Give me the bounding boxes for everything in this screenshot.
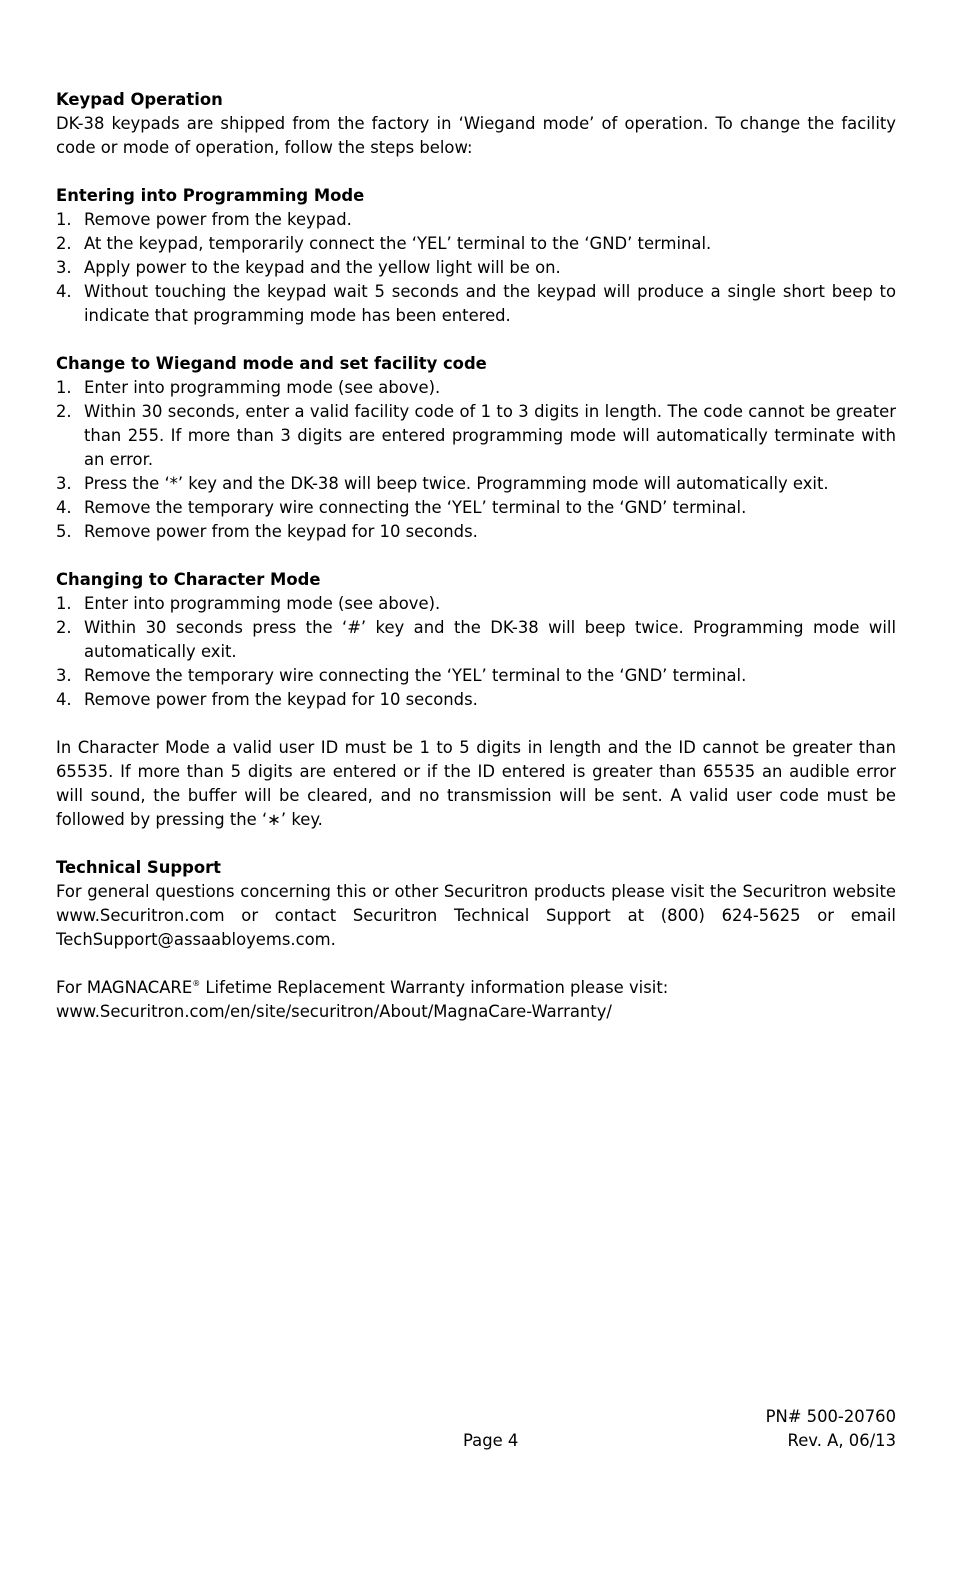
step-number: 1. xyxy=(56,378,72,397)
step-number: 3. xyxy=(56,666,72,685)
character-mode-note-section xyxy=(56,736,896,832)
step-number: 2. xyxy=(56,402,72,421)
step-text: At the keypad, temporarily connect the ‘YEL’ terminal to the ‘GND’ terminal. xyxy=(84,234,712,253)
step-number: 2. xyxy=(56,618,72,637)
wiegand-mode-section xyxy=(56,352,896,544)
warranty-section xyxy=(56,976,896,1024)
list-item xyxy=(56,256,896,280)
part-number: PN# 500-20760 xyxy=(765,1407,896,1426)
revision: Rev. A, 06/13 xyxy=(787,1431,896,1450)
character-mode-note: In Character Mode a valid user ID must be 1 to 5 digits in length and the ID cannot be greater than 65535. If more than 5 digits are entered or if the ID entered is greater than 65535 an audible error will sound, the buffer will be cleared, and no transmission will be sent. A valid user code must be followed by pressing the ‘∗’ key. xyxy=(56,738,896,829)
step-text: Within 30 seconds press the ‘#’ key and the DK-38 will beep twice. Programming mode will automatically exit. xyxy=(84,618,896,661)
warranty-text-after: Lifetime Replacement Warranty information please visit: xyxy=(200,978,669,997)
list-item xyxy=(56,376,896,400)
step-number: 4. xyxy=(56,282,72,301)
list-item xyxy=(56,496,896,520)
wiegand-mode-heading: Change to Wiegand mode and set facility code xyxy=(56,354,487,373)
warranty-line xyxy=(56,976,896,1000)
step-number: 4. xyxy=(56,690,72,709)
character-mode-steps xyxy=(56,592,896,712)
wiegand-mode-steps xyxy=(56,376,896,544)
list-item xyxy=(56,664,896,688)
keypad-operation-heading: Keypad Operation xyxy=(56,90,223,109)
step-text: Remove power from the keypad for 10 seconds. xyxy=(84,522,478,541)
step-text: Remove power from the keypad for 10 seconds. xyxy=(84,690,478,709)
character-mode-section xyxy=(56,568,896,712)
programming-mode-steps xyxy=(56,208,896,328)
step-number: 1. xyxy=(56,594,72,613)
step-text: Enter into programming mode (see above). xyxy=(84,378,441,397)
step-number: 5. xyxy=(56,522,72,541)
step-text: Remove the temporary wire connecting the ‘YEL’ terminal to the ‘GND’ terminal. xyxy=(84,498,747,517)
programming-mode-heading: Entering into Programming Mode xyxy=(56,186,365,205)
registered-mark: ® xyxy=(192,979,201,988)
keypad-operation-paragraph: DK-38 keypads are shipped from the factory in ‘Wiegand mode’ of operation. To change the facility code or mode of operation, follow the steps below: xyxy=(56,114,896,157)
step-text: Enter into programming mode (see above). xyxy=(84,594,441,613)
page-number: Page 4 xyxy=(463,1431,519,1450)
list-item xyxy=(56,616,896,664)
warranty-text-before: For MAGNACARE xyxy=(56,978,193,997)
step-text: Within 30 seconds, enter a valid facility code of 1 to 3 digits in length. The code cannot be greater than 255. If more than 3 digits are entered programming mode will automatically terminate with an error. xyxy=(84,402,896,469)
list-item xyxy=(56,688,896,712)
list-item xyxy=(56,472,896,496)
page-footer xyxy=(56,1405,896,1453)
technical-support-heading: Technical Support xyxy=(56,858,222,877)
programming-mode-section xyxy=(56,184,896,328)
step-number: 3. xyxy=(56,258,72,277)
list-item xyxy=(56,208,896,232)
step-number: 3. xyxy=(56,474,72,493)
document-body xyxy=(56,88,896,1048)
step-number: 2. xyxy=(56,234,72,253)
list-item xyxy=(56,520,896,544)
step-number: 1. xyxy=(56,210,72,229)
step-text: Without touching the keypad wait 5 seconds and the keypad will produce a single short beep to indicate that programming mode has been entered. xyxy=(84,282,896,325)
step-text: Remove power from the keypad. xyxy=(84,210,352,229)
keypad-operation-section xyxy=(56,88,896,160)
step-text: Apply power to the keypad and the yellow light will be on. xyxy=(84,258,561,277)
step-text: Press the ‘*’ key and the DK-38 will beep twice. Programming mode will automatically exit. xyxy=(84,474,829,493)
technical-support-section xyxy=(56,856,896,952)
step-number: 4. xyxy=(56,498,72,517)
warranty-url: www.Securitron.com/en/site/securitron/About/MagnaCare-Warranty/ xyxy=(56,1002,612,1021)
step-text: Remove the temporary wire connecting the ‘YEL’ terminal to the ‘GND’ terminal. xyxy=(84,666,747,685)
list-item xyxy=(56,400,896,472)
character-mode-heading: Changing to Character Mode xyxy=(56,570,321,589)
list-item xyxy=(56,280,896,328)
technical-support-paragraph: For general questions concerning this or other Securitron products please visit the Securitron website www.Securitron.com or contact Securitron Technical Support at (800) 624-5625 or email TechSupport@assaabloyems.com. xyxy=(56,882,896,949)
list-item xyxy=(56,592,896,616)
list-item xyxy=(56,232,896,256)
